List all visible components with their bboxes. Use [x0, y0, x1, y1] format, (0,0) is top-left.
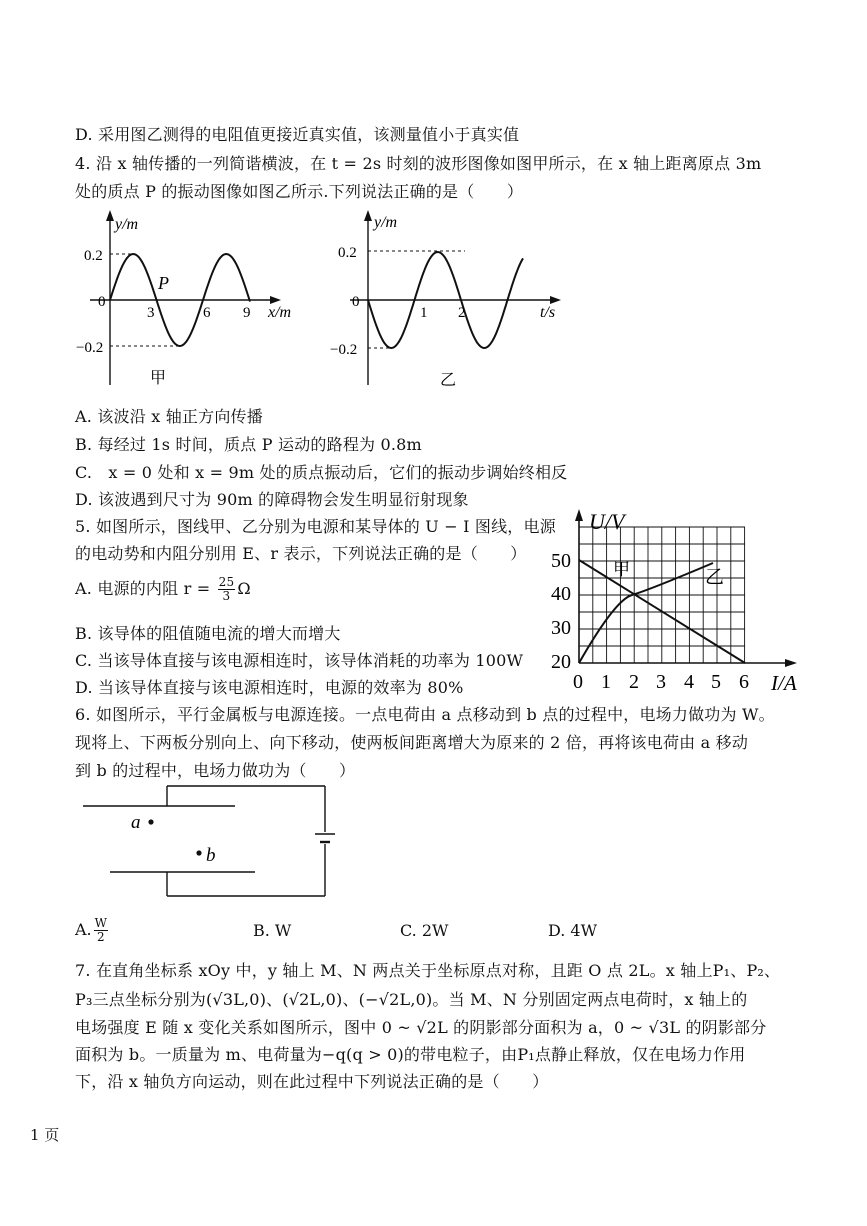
q5-stem-line2: 的电动势和内阻分别用 E、r 表示，下列说法正确的是（ ）: [75, 544, 527, 563]
ui-tick-x: 1: [601, 671, 611, 693]
graph-jia-xlabel: x/m: [268, 304, 292, 321]
q7-line4: 面积为 b。一质量为 m、电荷量为−q(q > 0)的带电粒子，由P₁点静止释放，仅在电场力作用: [75, 1045, 746, 1064]
graph-yi-caption: 乙: [440, 372, 457, 389]
q4-stem-line1: 4. 沿 x 轴传播的一列简谐横波，在 t = 2s 时刻的波形图像如图甲所示，在 x 轴上距离原点 3m: [75, 154, 762, 173]
vibration-graph-yi: [320, 205, 580, 390]
q7-line5: 下，沿 x 轴负方向运动，则在此过程中下列说法正确的是（ ）: [75, 1072, 549, 1091]
q4-option-d: D. 该波遇到尺寸为 90m 的障碍物会发生明显衍射现象: [75, 490, 469, 509]
q5-option-c: C. 当该导体直接与该电源相连时，该导体消耗的功率为 100W: [75, 651, 524, 670]
ui-line-yi-label: 乙: [705, 567, 725, 588]
q6-stem-line3: 到 b 的过程中，电场力做功为（ ）: [75, 761, 356, 780]
graph-jia-tick-x: 3: [147, 305, 155, 321]
graph-yi-tick-y: 0: [352, 294, 360, 310]
fraction-numerator: W: [94, 916, 107, 930]
q6-option-b: B. W: [253, 921, 292, 940]
fraction-denominator: 3: [222, 589, 231, 603]
work-fraction: [94, 917, 108, 944]
ui-tick-x: 6: [739, 671, 749, 693]
fraction-denominator: 2: [96, 930, 105, 944]
point-a-label: a: [131, 812, 141, 833]
graph-jia-tick-x: 9: [243, 305, 251, 321]
ui-tick-y: 20: [551, 651, 571, 673]
q6-option-d: D. 4W: [548, 921, 598, 940]
ui-tick-x: 0: [573, 671, 583, 693]
q4-stem-line2: 处的质点 P 的振动图像如图乙所示.下列说法正确的是（ ）: [75, 182, 524, 201]
ui-tick-x: 4: [684, 671, 694, 693]
q5-stem-line1: 5. 如图所示，图线甲、乙分别为电源和某导体的 U − I 图线，电源: [75, 517, 556, 536]
q4-option-a: A. 该波沿 x 轴正方向传播: [75, 407, 263, 426]
ui-ylabel: U/V: [589, 509, 625, 534]
q5-option-d: D. 当该导体直接与该电源相连时，电源的效率为 80%: [75, 678, 464, 697]
ui-tick-x: 5: [711, 671, 721, 693]
ui-graph: [545, 505, 860, 700]
graph-yi-ylabel: y/m: [374, 214, 398, 231]
graph-yi-xlabel: t/s: [540, 304, 556, 321]
q5-option-b: B. 该导体的阻值随电流的增大而增大: [75, 624, 341, 643]
q7-line1: 7. 在直角坐标系 xOy 中，y 轴上 M、N 两点关于坐标原点对称，且距 O 点 2L。x 轴上P₁、P₂、: [75, 961, 781, 980]
graph-jia-ylabel: y/m: [115, 216, 139, 233]
q4-option-c: C. x = 0 处和 x = 9m 处的质点振动后，它们的振动步调始终相反: [75, 463, 568, 482]
graph-yi-tick-y: −0.2: [330, 342, 358, 358]
graph-yi-tick-x: 1: [420, 305, 428, 321]
q3-option-d: D. 采用图乙测得的电阻值更接近真实值，该测量值小于真实值: [75, 125, 520, 144]
ui-tick-y: 50: [551, 550, 571, 572]
q7-line2: P₃三点坐标分别为(√3L,0)、(√2L,0)、(−√2L,0)。当 M、N 分别固定两点电荷时，x 轴上的: [75, 990, 748, 1009]
q6-stem-line1: 6. 如图所示，平行金属板与电源连接。一点电荷由 a 点移动到 b 点的过程中，电场力做功为 W。: [75, 705, 775, 724]
resistance-fraction: [218, 576, 236, 603]
q7-line3: 电场强度 E 随 x 变化关系如图所示，图中 0 ~ √2L 的阴影部分面积为 a，0 ~ √3L 的阴影部分: [75, 1018, 767, 1037]
q5-option-a-text: A. 电源的内阻 r =: [75, 579, 216, 598]
ui-line-jia-label: 甲: [613, 560, 630, 579]
point-p-label: P: [158, 273, 169, 293]
graph-jia-tick-y: −0.2: [76, 340, 104, 356]
page-number: 1 页: [30, 1126, 60, 1144]
capacitor-circuit: [75, 780, 345, 905]
q6-stem-line2: 现将上、下两板分别向上、向下移动，使两板间距离增大为原来的 2 倍，再将该电荷由 a 移动: [75, 733, 749, 752]
ui-tick-x: 3: [656, 671, 666, 693]
graph-yi-tick-y: 0.2: [338, 245, 357, 261]
ui-xlabel: I/A: [771, 671, 797, 695]
q4-option-b: B. 每经过 1s 时间，质点 P 运动的路程为 0.8m: [75, 435, 422, 454]
graph-jia-caption: 甲: [150, 370, 167, 387]
graph-yi-tick-x: 2: [458, 305, 466, 321]
graph-jia-tick-x: 6: [203, 305, 211, 321]
graph-jia-tick-y: 0.2: [84, 248, 103, 264]
fraction-numerator: 25: [218, 575, 235, 589]
graph-jia-tick-y: 0: [98, 294, 106, 310]
point-b-label: b: [206, 845, 216, 866]
ui-tick-x: 2: [629, 671, 639, 693]
ohm-unit: Ω: [237, 579, 251, 598]
q6-option-a-text: A.: [75, 920, 92, 939]
ui-tick-y: 40: [551, 583, 571, 605]
q6-option-c: C. 2W: [400, 921, 449, 940]
ui-tick-y: 30: [551, 617, 571, 639]
wave-graph-jia: [70, 205, 310, 390]
q6-option-a: [75, 917, 110, 944]
q5-option-a: [75, 576, 251, 603]
